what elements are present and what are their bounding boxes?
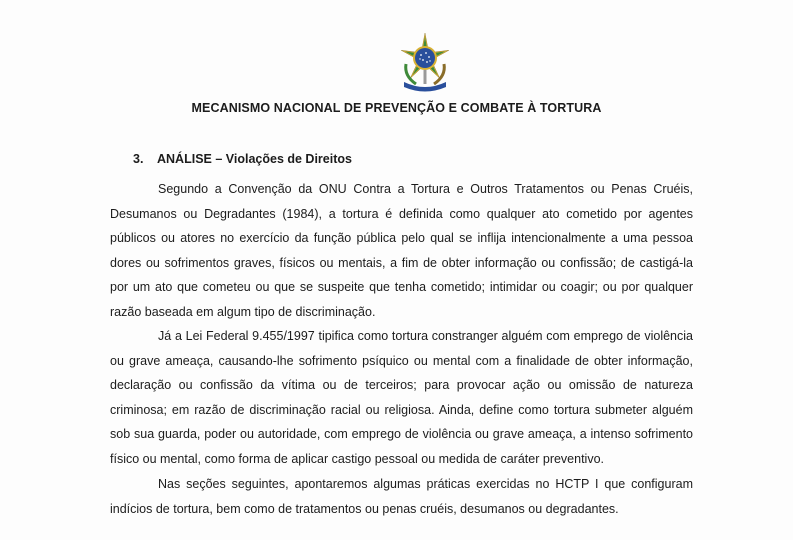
section-heading — [133, 152, 352, 166]
section-number: 3. — [133, 152, 144, 166]
paragraph-convention-definition: Segundo a Convenção da ONU Contra a Tortura e Outros Tratamentos ou Penas Cruéis, Desumanos ou Degradantes (1984), a tortura é definida como qualquer ato cometido por agentes públicos ou atores no exercício da função pública pelo qual se inflija intencionalmente a uma pessoa dores ou sofrimentos graves, físicos ou mentais, a fim de obter informação ou confissão; de castigá-la por um ato que cometeu ou que se suspeite que tenha cometido; intimidar ou coagir; ou por qualquer razão baseada em algum tipo de discriminação. — [110, 182, 693, 319]
organization-title: MECANISMO NACIONAL DE PREVENÇÃO E COMBATE À TORTURA — [191, 101, 602, 115]
brazil-coat-of-arms-icon — [396, 32, 454, 94]
paragraph-federal-law: Já a Lei Federal 9.455/1997 tipifica como tortura constranger alguém com emprego de violência ou grave ameaça, causando-lhe sofrimento psíquico ou mental com a finalidade de obter informação, declaração ou confissão da vítima ou de terceiros; para provocar ação ou omissão de natureza criminosa; em razão de discriminação racial ou religiosa. Ainda, define como tortura submeter alguém sob sua guarda, poder ou autoridade, com emprego de violência ou grave ameaça, a intenso sofrimento físico ou mental, como forma de aplicar castigo pessoal ou medida de caráter preventivo. — [110, 329, 693, 466]
paragraph-following-sections: Nas seções seguintes, apontaremos algumas práticas exercidas no HCTP I que configuram indícios de tortura, bem como de tratamentos ou penas cruéis, desumanos ou degradantes. — [110, 477, 693, 516]
section-title: ANÁLISE – Violações de Direitos — [157, 152, 352, 166]
